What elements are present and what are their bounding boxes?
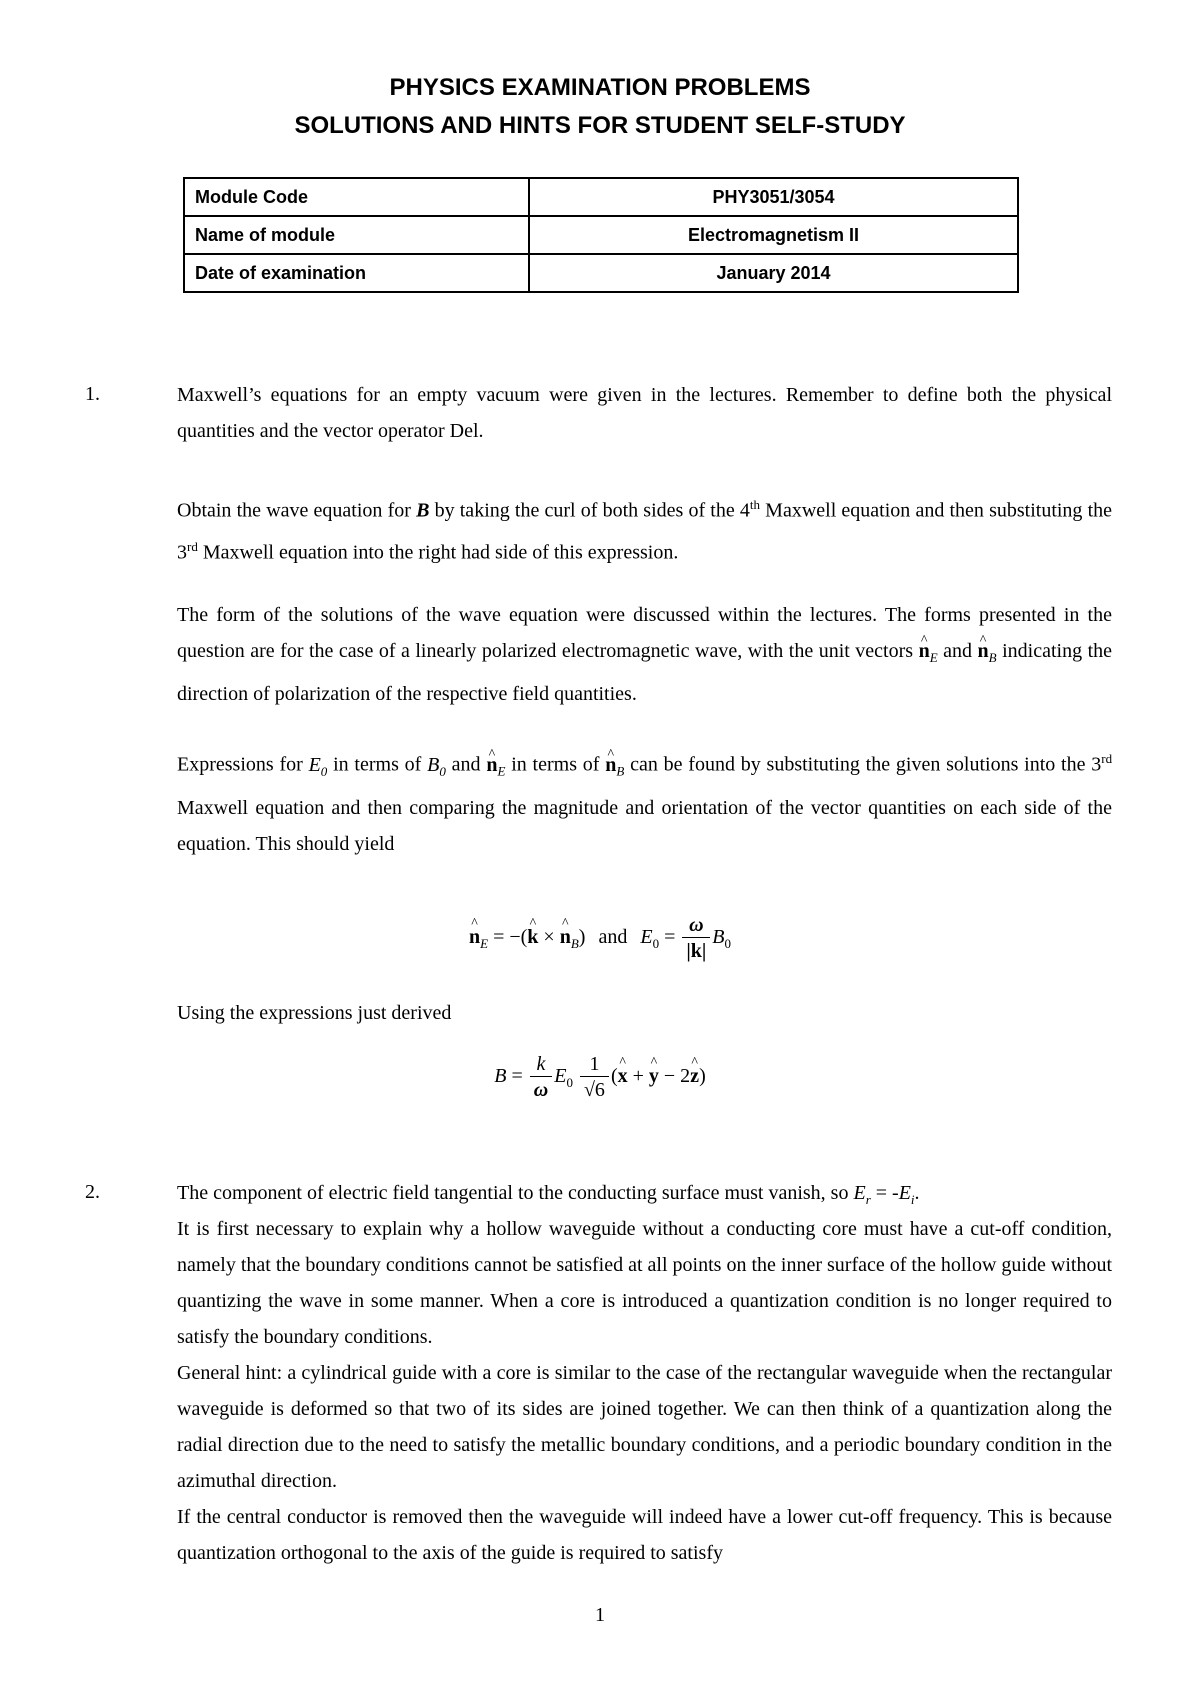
- module-code-value: PHY3051/3054: [529, 178, 1018, 216]
- question-2-number: 2.: [85, 1181, 100, 1203]
- table-row: [184, 178, 1018, 216]
- q1-paragraph-2: Obtain the wave equation for B by taking the curl of both sides of the 4th Maxwell equation and then substituting the 3rd Maxwell equation into the right had side of this expression.: [177, 497, 1113, 564]
- module-code-label: Module Code: [184, 178, 529, 216]
- q1-paragraph-3: The form of the solutions of the wave equation were discussed within the lectures. The forms presented in the question are for the case of a linearly polarized electromagnetic wave, with the unit vectors ^ $n_E$ and ^ $n_B$ indicating the direction of polarization of the respective field quantities.: [177, 597, 1112, 712]
- question-1-number: 1.: [85, 383, 100, 405]
- exam-date-value: January 2014: [529, 254, 1018, 292]
- equation-b-field: B = $\frac{k}{\omega}$ $E_0$ $\frac{1}{√6}$ (^ x + ^ y − 2^ z): [0, 1052, 1200, 1103]
- page-number: 1: [595, 1604, 605, 1626]
- module-name-value: Electromagnetism II: [529, 216, 1018, 254]
- table-row: [184, 216, 1018, 254]
- module-name-label: Name of module: [184, 216, 529, 254]
- q2-paragraph-1: The component of electric field tangential to the conducting surface must vanish, so $E_r = -E_i$.: [177, 1182, 920, 1207]
- q1-paragraph-4: Expressions for $E_0$ in terms of $B_0$ and ^ $n_E$ in terms of ^ $n_B$ can be found by substituting the given solutions into the 3rd Maxwell equation and then comparing the magnitude and orientation of the vector quantities on each side of the equation. This should yield: [177, 741, 1112, 862]
- q1-paragraph-1: Maxwell’s equations for an empty vacuum were given in the lectures. Remember to define both the physical quantities and the vector operator Del.: [177, 384, 1112, 442]
- exam-date-label: Date of examination: [184, 254, 529, 292]
- page-title-line-1: PHYSICS EXAMINATION PROBLEMS: [389, 74, 811, 101]
- page-title-line-2: SOLUTIONS AND HINTS FOR STUDENT SELF-STUDY: [294, 112, 906, 139]
- q2-paragraph-2: It is first necessary to explain why a hollow waveguide without a conducting core must have a cut-off condition, namely that the boundary conditions cannot be satisfied at all points on the inner surface of the hollow guide without quantizing the wave in some manner. When a core is introduced a quantization condition is no longer required to satisfy the boundary conditions.: [177, 1218, 1112, 1348]
- table-row: [184, 254, 1018, 292]
- q1-paragraph-5: Using the expressions just derived: [177, 1002, 452, 1024]
- equation-polarization-relation: ^ $n_E$ = −(^ k × ^ $n_B$) and $E_0$ = $\frac{\omega}{|k|}$ $B_0$: [0, 913, 1200, 964]
- module-info-table: [183, 177, 1019, 293]
- q2-paragraph-3: General hint: a cylindrical guide with a core is similar to the case of the rectangular waveguide when the rectangular waveguide is deformed so that two of its sides are joined together. We can then think of a quantization along the radial direction due to the need to satisfy the metallic boundary conditions, and a periodic boundary condition in the azimuthal direction.: [177, 1362, 1112, 1492]
- q2-paragraph-4: If the central conductor is removed then the waveguide will indeed have a lower cut-off frequency. This is because quantization orthogonal to the axis of the guide is required to satisfy: [177, 1506, 1112, 1564]
